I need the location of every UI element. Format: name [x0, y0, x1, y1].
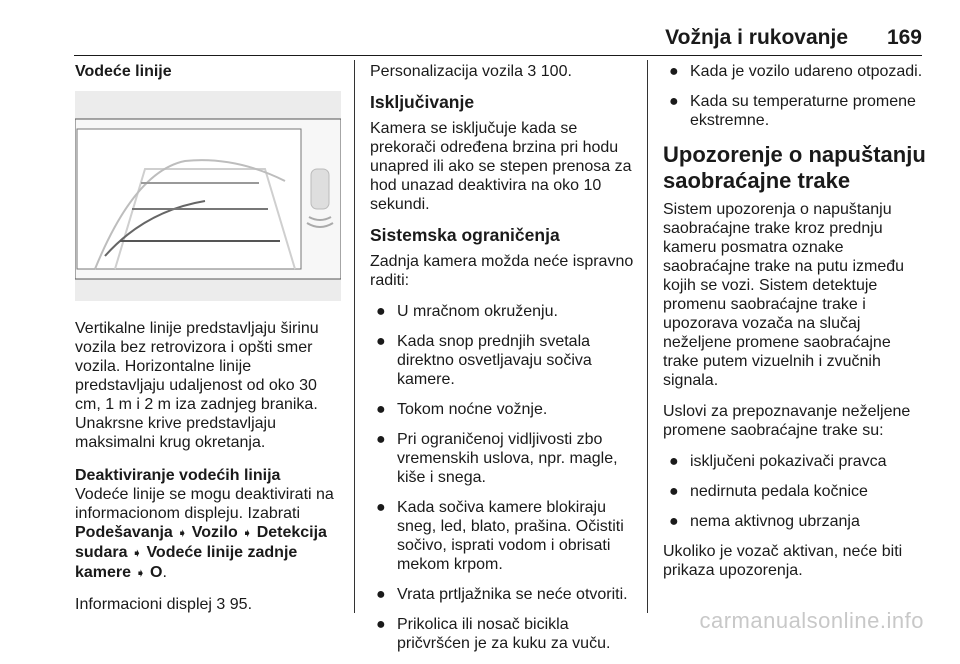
- limits-list-continued: [663, 62, 929, 130]
- bullet-icon: ●: [669, 63, 679, 80]
- list-item: ● Tokom noćne vožnje.: [376, 401, 548, 418]
- page-ref-icon: 3: [527, 63, 537, 80]
- limits-list: [370, 302, 638, 653]
- lane-departure-description: Sistem upozorenja o napuštanju saobraćajne trake kroz prednju kameru posmatra oznake saobraćajne trake na putu između kojih se vozi. Sistem detektuje promenu saobraćajne trake i upozorava vozača na slučaj neželjene promene saobraćajne trake putem vizuelnih i zvučnih signala.: [663, 201, 905, 389]
- header-rule: [74, 55, 922, 56]
- menu-vehicle: Vozilo: [191, 524, 238, 541]
- list-item: ● U mračnom okruženju.: [376, 303, 558, 320]
- bullet-icon: ●: [376, 499, 386, 516]
- arrow-icon: ➧: [131, 546, 142, 560]
- page-ref-icon: 3: [216, 596, 226, 613]
- bullet-icon: ●: [376, 401, 386, 418]
- page-header: [0, 0, 960, 56]
- deactivate-text: Vodeće linije se mogu deaktivirati na informacionom displeju. Izabrati Podešavanja ➧ Vozilo ➧ Detekcija sudara ➧ Vodeće linije zadnje kamere ➧ O.: [75, 486, 334, 581]
- list-item: ● Pri ograničenoj vidljivosti zbo vremenskih uslova, npr. magle, kiše i snega.: [376, 431, 618, 486]
- bullet-icon: ●: [376, 431, 386, 448]
- bullet-icon: ●: [376, 616, 386, 633]
- deactivate-title: Deaktiviranje vodećih linija: [75, 467, 281, 484]
- system-limits-title: Sistemska ograničenja: [370, 225, 560, 245]
- guide-lines-title: Vodeće linije: [75, 63, 172, 80]
- switch-off-text: Kamera se isključuje kada se prekorači određena brzina pri hodu unapred ili ako se stepen prenosa za hod unazad deaktivira na oko 10 sekundi.: [370, 120, 632, 213]
- list-item: ● Vrata prtljažnika se neće otvoriti.: [376, 586, 628, 603]
- guide-lines-illustration: [75, 91, 341, 301]
- column-divider: [647, 60, 648, 613]
- column-1: [75, 62, 343, 626]
- driver-active-note: Ukoliko je vozač aktivan, neće biti prikaza upozorenja.: [663, 543, 903, 579]
- page-number: 169: [886, 26, 922, 49]
- list-item: ● Kada sočiva kamere blokiraju sneg, led, blato, prašina. Očistiti sočivo, isprati vodom i obrisati mekom krpom.: [376, 499, 624, 573]
- column-2: [370, 62, 638, 664]
- chapter-title: Vožnja i rukovanje: [665, 26, 848, 49]
- menu-collision-detection: Detekcija sudara: [75, 524, 327, 561]
- list-item: ● Kada snop prednjih svetala direktno osvetljavaju sočiva kamere.: [376, 333, 592, 388]
- list-item: ● isključeni pokazivači pravca: [669, 453, 887, 470]
- rear-camera-figure: [75, 91, 341, 301]
- bullet-icon: ●: [669, 453, 679, 470]
- watermark: carmanualsonline.info: [699, 608, 924, 633]
- switch-off-title: Isključivanje: [370, 92, 475, 112]
- arrow-icon: ➧: [177, 526, 188, 540]
- personalization-reference: Personalizacija vozila 3 100.: [370, 63, 572, 80]
- column-divider: [354, 60, 355, 613]
- lane-departure-conditions-intro: Uslovi za prepoznavanje neželjene promene saobraćajne trake su:: [663, 403, 911, 439]
- bullet-icon: ●: [376, 333, 386, 350]
- arrow-icon: ➧: [135, 566, 146, 580]
- list-item: ● nema aktivnog ubrzanja: [669, 513, 860, 530]
- info-display-reference: Informacioni displej 3 95.: [75, 596, 253, 613]
- bullet-icon: ●: [376, 586, 386, 603]
- bullet-icon: ●: [669, 483, 679, 500]
- menu-rear-camera-guide-lines: Vodeće linije zadnje kamere: [75, 544, 298, 581]
- arrow-icon: ➧: [242, 526, 253, 540]
- list-item: ● Prikolica ili nosač bicikla pričvršćen je za kuku za vuču.: [376, 616, 611, 652]
- guide-lines-description: Vertikalne linije predstavljaju širinu vozila bez retrovizora i opšti smer vozila. Horizontalne linije predstavljaju udaljenost od oko 30 cm, 1 m i 2 m iza zadnjeg branika. Unakrsne krive predstavljaju maksimalni krug okretanja.: [75, 320, 319, 451]
- menu-settings: Podešavanja: [75, 524, 173, 541]
- bullet-icon: ●: [669, 513, 679, 530]
- bullet-icon: ●: [376, 303, 386, 320]
- lane-departure-title: Upozorenje o napuštanju saobraćajne trake: [663, 142, 926, 193]
- list-item: ● nedirnuta pedala kočnice: [669, 483, 868, 500]
- column-3: [663, 62, 929, 592]
- list-item: ● Kada je vozilo udareno otpozadi.: [669, 63, 923, 80]
- bullet-icon: ●: [669, 93, 679, 110]
- toggle-off-icon: O: [150, 564, 163, 581]
- conditions-list: [663, 452, 929, 531]
- list-item: ● Kada su temperaturne promene ekstremne.: [669, 93, 916, 129]
- system-limits-intro: Zadnja kamera možda neće ispravno raditi:: [370, 253, 634, 289]
